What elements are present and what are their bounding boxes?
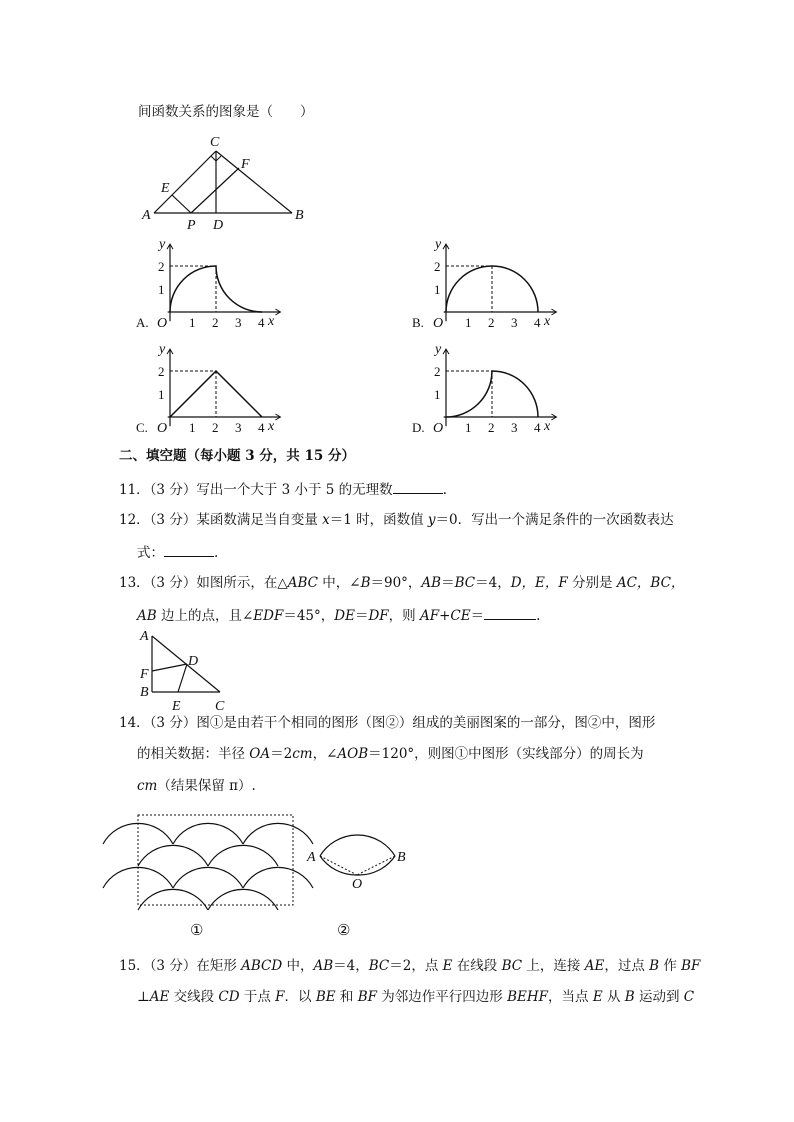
q15-f: F — [275, 989, 285, 1005]
option-c-graph[interactable] — [136, 335, 306, 440]
q15-t8: 作 — [659, 958, 682, 974]
label-C: C — [210, 135, 220, 150]
q14-figure-2-caption: ② — [337, 921, 351, 939]
option-label: C. — [136, 420, 148, 435]
label-A: A — [142, 208, 151, 223]
q15-t5: 在线段 — [452, 958, 502, 974]
q13-end: . — [536, 608, 541, 624]
q15-bc: BC — [368, 958, 390, 974]
y-tick-label: 1 — [434, 387, 441, 402]
q13-label-A: A — [140, 629, 149, 644]
q13-answer-blank[interactable] — [484, 605, 536, 620]
question-13-line-1 — [119, 574, 684, 592]
label-F: F — [241, 157, 250, 172]
question-13-line-2 — [137, 605, 540, 625]
y-tick-label: 2 — [434, 364, 441, 379]
q15-bc2: BC — [501, 958, 523, 974]
y-axis-label: y — [435, 237, 442, 253]
q15-t11: 于点 — [239, 989, 276, 1005]
q13-pts: D，E，F — [510, 575, 568, 591]
q14-figure-1-caption: ① — [190, 921, 204, 939]
x-axis-label: x — [268, 419, 275, 434]
q15-ae: AE — [584, 958, 605, 974]
option-d-graph[interactable] — [412, 335, 582, 440]
q12-text-b: ＝1 时，函数值 — [329, 512, 428, 528]
x-tick-label: 3 — [235, 315, 242, 330]
q15-c: C — [683, 989, 695, 1005]
question-12-line-1 — [119, 511, 674, 529]
q12-number: 12． — [119, 512, 150, 528]
y-axis-label: y — [435, 342, 442, 358]
x-tick-label: 1 — [465, 420, 472, 435]
y-axis-label: y — [159, 237, 166, 253]
q14-t4: ，∠ — [312, 746, 338, 762]
y-tick-label: 2 — [158, 364, 165, 379]
x-tick-label: 3 — [511, 315, 518, 330]
q12-var-y: y — [427, 512, 436, 528]
x-tick-label: 4 — [258, 315, 265, 330]
q13-abc: ABC — [287, 575, 318, 591]
q13-eq1: ＝ — [441, 575, 455, 591]
q11-text: （3 分）写出一个大于 3 小于 5 的无理数 — [149, 482, 393, 498]
x-tick-label: 2 — [212, 315, 219, 330]
q11-number: 11． — [119, 482, 150, 498]
x-tick-label: 2 — [212, 420, 219, 435]
q13-df: DF — [368, 608, 389, 624]
x-tick-label: 1 — [189, 420, 196, 435]
q15-t16: 从 — [602, 989, 625, 1005]
origin-label: O — [157, 316, 168, 331]
question-14-line-3 — [137, 777, 256, 795]
x-tick-label: 4 — [534, 420, 541, 435]
q14-t6: （结果保留 π）. — [157, 778, 256, 794]
q15-t1: （3 分）在矩形 — [149, 958, 242, 974]
q13-t1: （3 分）如图所示，在△ — [149, 575, 288, 591]
q15-t2: 中， — [282, 958, 314, 974]
label-D: D — [213, 218, 224, 233]
q13-b: B — [360, 575, 371, 591]
pattern-arc — [208, 889, 278, 910]
q14-figure-1-pattern — [137, 814, 295, 909]
x-tick-label: 2 — [488, 420, 495, 435]
x-tick-label: 4 — [258, 420, 265, 435]
origin-label: O — [157, 421, 168, 436]
pattern-arc — [173, 867, 243, 888]
q13-eq2: ＝ — [354, 608, 369, 624]
q12-end: . — [214, 545, 219, 561]
y-tick-label: 1 — [158, 387, 165, 402]
q15-e: E — [442, 958, 453, 974]
option-label: D. — [412, 420, 425, 435]
q15-t3: ＝4， — [333, 958, 369, 974]
question-12-line-2 — [137, 542, 218, 562]
q13-label-B: B — [140, 685, 149, 700]
q15-t9: ⊥ — [137, 989, 150, 1005]
q13-label-F: F — [140, 667, 149, 682]
q13-edf: EDF — [253, 608, 284, 624]
q15-b: B — [649, 958, 660, 974]
q15-t4: ＝2，点 — [389, 958, 443, 974]
q15-t12: ．以 — [284, 989, 316, 1005]
q13-t3: ＝90°， — [370, 575, 422, 591]
y-tick-label: 1 — [158, 282, 165, 297]
pattern-arc — [208, 845, 278, 866]
label-E: E — [161, 181, 170, 196]
q15-cd: CD — [218, 989, 240, 1005]
x-tick-label: 2 — [488, 315, 495, 330]
y-tick-label: 2 — [434, 259, 441, 274]
x-tick-label: 3 — [511, 420, 518, 435]
q14-label-O: O — [352, 877, 363, 892]
q13-ac: AC，BC， — [616, 575, 685, 591]
question-15-line-2 — [137, 988, 694, 1006]
q15-be: BE — [315, 989, 336, 1005]
q15-t17: 运动到 — [634, 989, 684, 1005]
x-axis-label: x — [544, 419, 551, 434]
x-axis-label: x — [544, 314, 551, 329]
q13-number: 13． — [119, 575, 150, 591]
q13-de: DE — [334, 608, 355, 624]
q12-text-a: （3 分）某函数满足当自变量 — [149, 512, 323, 528]
q14-t5: ＝120°，则图①中图形（实线部分）的周长为 — [368, 746, 644, 762]
label-P: P — [187, 218, 196, 233]
q14-t3: ＝2 — [270, 746, 293, 762]
y-tick-label: 1 — [434, 282, 441, 297]
q13-bc: BC — [454, 575, 476, 591]
x-tick-label: 1 — [465, 315, 472, 330]
option-label: B. — [412, 315, 424, 330]
q15-number: 15． — [119, 958, 150, 974]
q13-t2: 中，∠ — [317, 575, 361, 591]
q14-figure-2-shape — [305, 828, 415, 893]
pattern-arc — [243, 867, 313, 888]
q12-answer-blank[interactable] — [164, 542, 214, 557]
q13-t4: ＝4， — [475, 575, 511, 591]
q13-triangle-figure — [138, 628, 238, 713]
q15-behf: BEHF — [507, 989, 549, 1005]
pattern-arc — [138, 889, 208, 910]
q13-label-E: E — [172, 699, 181, 714]
q15-t10: 交线段 — [169, 989, 219, 1005]
q10-stem-tail: 间函数关系的图象是（ ） — [138, 104, 314, 120]
question-11 — [119, 479, 447, 499]
q13-label-D: D — [188, 654, 199, 669]
q15-t14: 为邻边作平行四边形 — [377, 989, 508, 1005]
q15-t13: 和 — [335, 989, 358, 1005]
q14-cm2: cm — [137, 778, 158, 794]
option-b-graph[interactable] — [412, 230, 582, 335]
pattern-arc — [243, 823, 313, 844]
question-14-line-2 — [137, 745, 644, 763]
q13-t6: 边上的点，且∠ — [156, 608, 254, 624]
q15-t6: 上，连接 — [522, 958, 585, 974]
q13-afce: AF+CE — [419, 608, 471, 624]
q12-text-c: ＝0．写出一个满足条件的一次函数表达 — [435, 512, 674, 528]
q15-ae2: AE — [149, 989, 170, 1005]
origin-label: O — [433, 421, 444, 436]
question-14-line-1 — [119, 714, 655, 732]
q15-t15: ，当点 — [548, 989, 593, 1005]
q11-answer-blank[interactable] — [393, 479, 443, 494]
q11-end: . — [442, 482, 447, 498]
q13-label-C: C — [215, 699, 225, 714]
q13-t9: ＝ — [470, 608, 485, 624]
x-tick-label: 4 — [534, 315, 541, 330]
y-axis-label: y — [159, 342, 166, 358]
option-a-graph[interactable] — [136, 230, 306, 335]
q14-cm1: cm — [292, 746, 313, 762]
origin-label: O — [433, 316, 444, 331]
y-tick-label: 2 — [158, 259, 165, 274]
q15-b2: B — [624, 989, 635, 1005]
q14-label-A: A — [307, 850, 316, 865]
q13-t7: ＝45°， — [283, 608, 335, 624]
q10-triangle-figure — [140, 130, 320, 233]
q12-var-x: x — [322, 512, 330, 528]
label-B: B — [295, 208, 304, 223]
option-label: A. — [136, 315, 149, 330]
q14-t2: 的相关数据：半径 — [137, 746, 250, 762]
x-tick-label: 1 — [189, 315, 196, 330]
q14-aob: AOB — [337, 746, 369, 762]
q14-oa: OA — [249, 746, 271, 762]
q14-label-B: B — [397, 850, 406, 865]
q13-t8: ，则 — [388, 608, 420, 624]
pattern-arc — [138, 845, 208, 866]
q15-t7: ，过点 — [604, 958, 650, 974]
q15-ab: AB — [313, 958, 334, 974]
x-axis-label: x — [268, 314, 275, 329]
pattern-arc — [173, 823, 243, 844]
q15-e2: E — [592, 989, 603, 1005]
q13-ab: AB — [421, 575, 442, 591]
q15-bf2: BF — [357, 989, 377, 1005]
question-15-line-1 — [119, 957, 700, 975]
q12-text-d: 式： — [137, 545, 164, 561]
q13-t5: 分别是 — [567, 575, 617, 591]
q14-number: 14． — [119, 715, 150, 731]
q15-abcd: ABCD — [241, 958, 283, 974]
q14-t1: （3 分）图①是由若干个相同的图形（图②）组成的美丽图案的一部分，图②中，图形 — [149, 715, 656, 731]
section-heading: 二、填空题（每小题 3 分，共 15 分） — [119, 448, 355, 464]
q15-bf: BF — [681, 958, 701, 974]
x-tick-label: 3 — [235, 420, 242, 435]
q13-ab2: AB — [137, 608, 157, 624]
